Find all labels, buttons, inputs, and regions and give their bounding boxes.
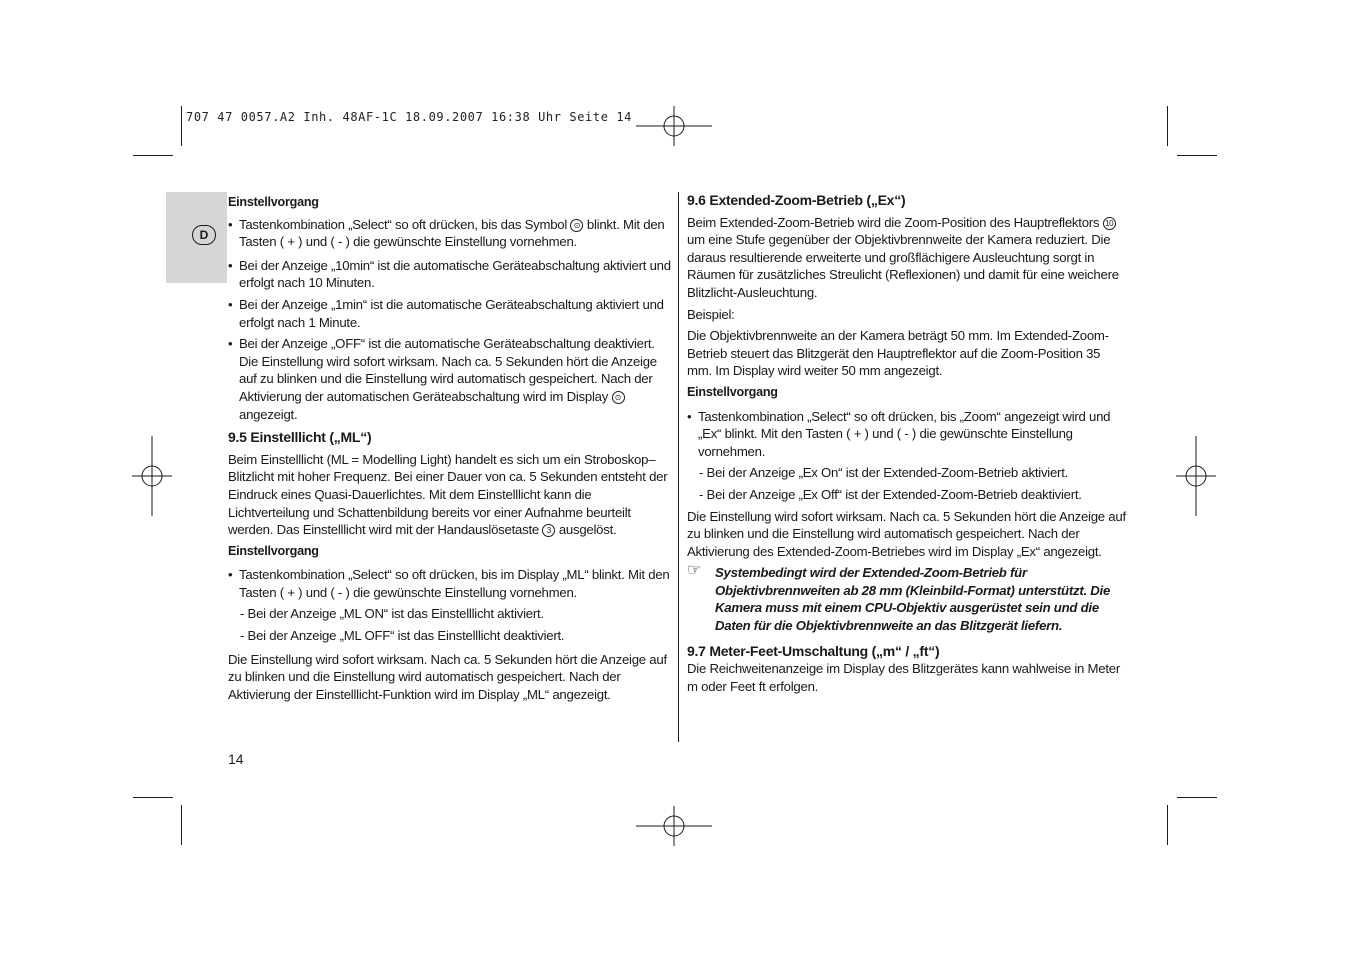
language-tab [166, 192, 227, 283]
crop-mark [1167, 805, 1168, 845]
sub-item: - Bei der Anzeige „Ex Off“ ist der Extended-Zoom-Betrieb deaktiviert. [699, 486, 1082, 502]
registration-mark-top [634, 106, 714, 146]
bullet-item: • Tastenkombination „Select“ so oft drücken, bis das Symbol ⊙ blinkt. Mit den Tasten ( + ) und ( - ) die gewünschte Einstellung vornehmen. [228, 216, 672, 251]
sub-item: - Bei der Anzeige „ML ON“ ist das Einstelllicht aktiviert. [240, 606, 544, 622]
paragraph: Beim Einstelllicht (ML = Modelling Light) handelt es sich um ein Stroboskop–Blitzlicht mit hoher Frequenz. Bei einer Dauer von ca. 5 Sekunden entsteht der Eindruck eines Quasi-Dauerlichtes. Mit dem Einstelllicht kann die Lichtverteilung und Schattenbildung bereits vor einer Aufnahme beurteilt werden. Das Einstelllicht wird mit der Handauslösetaste 3 ausgelöst. [228, 451, 668, 538]
crop-mark [133, 797, 173, 798]
paragraph: Beim Extended-Zoom-Betrieb wird die Zoom-Position des Hauptreflektors 10 um eine Stufe gegenüber der Objektivbrennweite der Kamera reduziert. Die daraus resultierende erweiterte und großflächigere Ausleuchtung sorgt in Räumen für zusätzliches Streulicht (Reflexionen) und damit für eine weichere Blitzlicht-Ausleuchtung. [687, 214, 1119, 300]
subheading: Einstellvorgang [687, 384, 778, 399]
section-heading: 9.7 Meter-Feet-Umschaltung („m“ / „ft“) [687, 642, 940, 659]
registration-mark-right [1176, 436, 1216, 516]
registration-mark-bottom [634, 806, 714, 846]
auto-off-symbol-icon: ⊙ [612, 391, 625, 404]
paragraph: Die Reichweitenanzeige im Display des Blitzgerätes kann wahlweise in Meter m oder Feet ft erfolgen. [687, 661, 1121, 694]
section-heading: 9.6 Extended-Zoom-Betrieb („Ex“) [687, 192, 906, 208]
section-heading: 9.5 Einstelllicht („ML“) [228, 429, 372, 446]
page-number: 14 [228, 751, 244, 767]
paragraph: Die Einstellung wird sofort wirksam. Nach ca. 5 Sekunden hört die Anzeige auf zu blinken und die Einstellung wird automatisch gespeichert. Nach der Aktivierung der Einstelllicht-Funktion wird im Display „ML“ angezeigt. [228, 651, 667, 702]
language-badge: D [192, 225, 216, 245]
print-slug: 707 47 0057.A2 Inh. 48AF-1C 18.09.2007 16:38 Uhr Seite 14 [186, 110, 633, 124]
bullet-item: • Tastenkombination „Select“ so oft drücken, bis „Zoom“ angezeigt wird und „Ex“ blinkt. Mit den Tasten ( + ) und ( - ) die gewünschte Einstellung vornehmen. [687, 408, 1127, 461]
bullet-item: • Bei der Anzeige „1min“ ist die automatische Geräteabschaltung aktiviert und erfolgt nach 1 Minute. [228, 296, 672, 331]
subheading: Einstellvorgang [228, 195, 319, 209]
column-divider [678, 192, 679, 742]
trigger-button-number-icon: 3 [542, 524, 555, 537]
auto-off-symbol-icon: ⊙ [570, 219, 583, 232]
crop-mark [1177, 797, 1217, 798]
crop-mark [181, 805, 182, 845]
bullet-item: • Bei der Anzeige „10min“ ist die automatische Geräteabschaltung aktiviert und erfolgt nach 10 Minuten. [228, 257, 672, 292]
sub-item: - Bei der Anzeige „Ex On“ ist der Extended-Zoom-Betrieb aktiviert. [699, 465, 1069, 481]
crop-mark [1177, 155, 1217, 156]
crop-mark [1167, 106, 1168, 146]
bullet-item: • Tastenkombination „Select“ so oft drücken, bis im Display „ML“ blinkt. Mit den Tasten ( + ) und ( - ) die gewünschte Einstellung vornehmen. [228, 566, 672, 601]
bullet-item: • Bei der Anzeige „OFF“ ist die automatische Geräteabschaltung deaktiviert. Die Einstellung wird sofort wirksam. Nach ca. 5 Sekunden hört die Anzeige auf zu blinken und die Einstellung wird automatisch gespeichert. Nach der Aktivierung der automatischen Geräteabschaltung wird im Display ⊙ angezeigt. [228, 335, 672, 423]
paragraph: Beispiel: [687, 306, 735, 322]
right-column [687, 192, 1127, 695]
subheading: Einstellvorgang [228, 543, 319, 558]
pointing-hand-icon: ☞ [687, 562, 702, 580]
left-column [228, 192, 672, 703]
crop-mark [133, 155, 173, 156]
hint-note: ☞ Systembedingt wird der Extended-Zoom-Betrieb für Objektivbrennweiten ab 28 mm (Kleinbild-Format) unterstützt. Die Kamera muss mit einem CPU-Objektiv ausgerüstet sein und die Daten für die Objektivbrennweite an das Blitzgerät liefern. [687, 562, 1111, 634]
registration-mark-left [132, 436, 172, 516]
crop-mark [181, 106, 182, 146]
paragraph: Die Einstellung wird sofort wirksam. Nach ca. 5 Sekunden hört die Anzeige auf zu blinken und die Einstellung wird automatisch gespeichert. Nach der Aktivierung des Extended-Zoom-Betriebes wird im Display „Ex“ angezeigt. [687, 508, 1126, 559]
reflector-number-icon: 10 [1103, 217, 1116, 230]
sub-item: - Bei der Anzeige „ML OFF“ ist das Einstelllicht deaktiviert. [240, 628, 565, 644]
paragraph: Die Objektivbrennweite an der Kamera beträgt 50 mm. Im Extended-Zoom-Betrieb steuert das Blitzgerät den Hauptreflektor auf die Zoom-Position 35 mm. Im Display wird weiter 50 mm angezeigt. [687, 328, 1109, 379]
